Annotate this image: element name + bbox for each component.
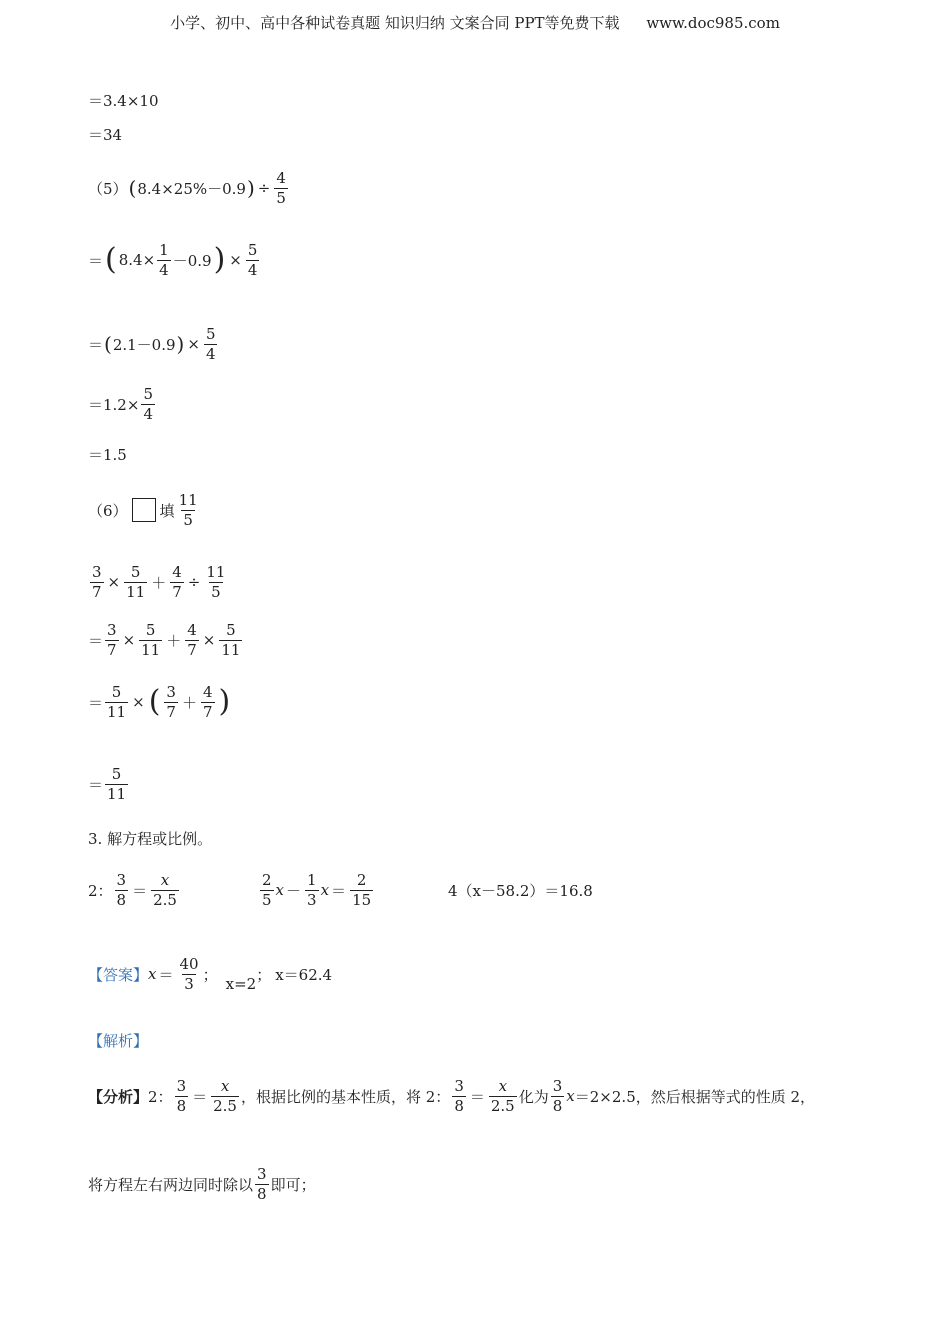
part6-step4: ＝ $\frac{5}{11}$ <box>88 765 127 803</box>
fraction: $\frac{3}{7}$ <box>107 621 117 659</box>
fraction: $\frac{3}{7}$ <box>166 683 176 721</box>
fraction: $\frac{5}{4}$ <box>143 385 153 423</box>
fraction: $\frac{3}{8}$ <box>454 1077 464 1115</box>
step-line: ＝3.4×10 <box>88 92 159 110</box>
fraction: $\frac{5}{11}$ <box>126 563 146 601</box>
answer-tag: 【答案】 <box>88 965 149 984</box>
header-site: www.doc985.com <box>646 14 780 32</box>
part6-question: （6） 填 $\frac{11}{5}$ <box>88 491 198 529</box>
fraction: $\frac{4}{7}$ <box>202 683 213 721</box>
analysis-tag-line <box>88 1030 148 1051</box>
fraction: $\frac{5}{11}$ <box>107 683 127 721</box>
part6-step1: $\frac{3}{7}$ × $\frac{5}{11}$ ＋ $\frac{4}{7}$ ÷ $\frac{11}{5}$ <box>92 563 226 601</box>
fraction: $\frac{4}{7}$ <box>187 621 197 659</box>
paren-left: ( <box>104 332 112 356</box>
paren-right: ) <box>218 684 231 719</box>
fraction: $\frac{1}{4}$ <box>159 241 169 279</box>
analysis-line-2: 将方程左右两边同时除以 $\frac{3}{8}$ 即可； <box>88 1165 316 1203</box>
step-line: ＝34 <box>88 126 123 144</box>
paren-left: ( <box>128 176 137 200</box>
part5-step3: ＝1.2× $\frac{5}{4}$ <box>88 385 153 423</box>
part5-step4: ＝1.5 <box>88 446 127 464</box>
equation-1: 2： $\frac{3}{8}$ ＝ $\frac{x}{2.5}$ <box>88 871 177 909</box>
part5-step2: ＝ ( 2.1－0.9 ) × $\frac{5}{4}$ <box>88 325 216 363</box>
blank-box <box>132 498 156 522</box>
fraction: $\frac{5}{11}$ <box>107 765 127 803</box>
part6-step2: ＝ $\frac{3}{7}$ × $\frac{5}{11}$ ＋ $\frac{4}{7}$ × $\frac{5}{11}$ <box>88 621 241 659</box>
fraction: $\frac{1}{3}$ <box>307 871 317 909</box>
fraction: $\frac{5}{4}$ <box>205 325 216 363</box>
fraction: $\frac{x}{2.5}$ <box>490 1077 515 1115</box>
answer-line: 【答案】 x ＝ $\frac{40}{3}$ ； x=2 ； x＝62.4 <box>88 955 333 993</box>
fraction: $\frac{2}{5}$ <box>262 871 272 909</box>
paren-left: ( <box>148 684 161 719</box>
part5-step1: ＝ ( 8.4× $\frac{1}{4}$ －0.9 ) × $\frac{5}{4}$ <box>88 241 258 279</box>
paren-right: ) <box>246 176 255 200</box>
fraction: $\frac{4}{5}$ <box>276 169 286 207</box>
paren-right: ) <box>213 242 226 277</box>
fraction: $\frac{2}{15}$ <box>352 871 372 909</box>
equation-3: 4（x－58.2）＝16.8 <box>448 881 593 900</box>
paren-left: ( <box>105 242 117 277</box>
fraction: $\frac{3}{8}$ <box>552 1077 563 1115</box>
fraction: $\frac{5}{11}$ <box>221 621 241 659</box>
fraction: $\frac{3}{7}$ <box>92 563 102 601</box>
fraction: $\frac{5}{4}$ <box>247 241 258 279</box>
question-3-equations <box>88 872 593 908</box>
fraction: $\frac{3}{8}$ <box>257 1165 267 1203</box>
fraction: $\frac{x}{2.5}$ <box>213 1077 237 1115</box>
part5-question: （5） ( 8.4×25%－0.9 ) ÷ $\frac{4}{5}$ <box>88 169 286 207</box>
question-3-title: 3. 解方程或比例。 <box>88 830 213 848</box>
analysis-line-1: 【分析】 2： $\frac{3}{8}$ ＝ $\frac{x}{2.5}$ ，根据比例的基本性质，将 2： $\frac{3}{8}$ ＝ $\frac{x}{2.5}$ 化为 $\frac{3}{8}$ x ＝2×2.5 ，然后根据等式的性质 2， <box>88 1077 816 1115</box>
fraction: $\frac{5}{11}$ <box>141 621 161 659</box>
paren-right: ) <box>176 332 185 356</box>
fraction: $\frac{x}{2.5}$ <box>153 871 177 909</box>
fraction: $\frac{4}{7}$ <box>172 563 182 601</box>
page-header <box>0 12 950 33</box>
fraction: $\frac{11}{5}$ <box>178 491 198 529</box>
fraction: $\frac{3}{8}$ <box>116 871 127 909</box>
analysis-tag: 【解析】 <box>88 1032 149 1050</box>
part6-step3: ＝ $\frac{5}{11}$ × ( $\frac{3}{7}$ ＋ $\frac{4}{7}$ ) <box>88 683 231 721</box>
equation-2: $\frac{2}{5}$ x － $\frac{1}{3}$ x ＝ $\frac{2}{15}$ <box>262 871 372 909</box>
fraction: $\frac{40}{3}$ <box>179 955 199 993</box>
header-title: 小学、初中、高中各种试卷真题 知识归纳 文案合同 PPT等免费下载 <box>170 14 620 32</box>
fraction: $\frac{3}{8}$ <box>176 1077 187 1115</box>
fraction: $\frac{11}{5}$ <box>206 563 226 601</box>
